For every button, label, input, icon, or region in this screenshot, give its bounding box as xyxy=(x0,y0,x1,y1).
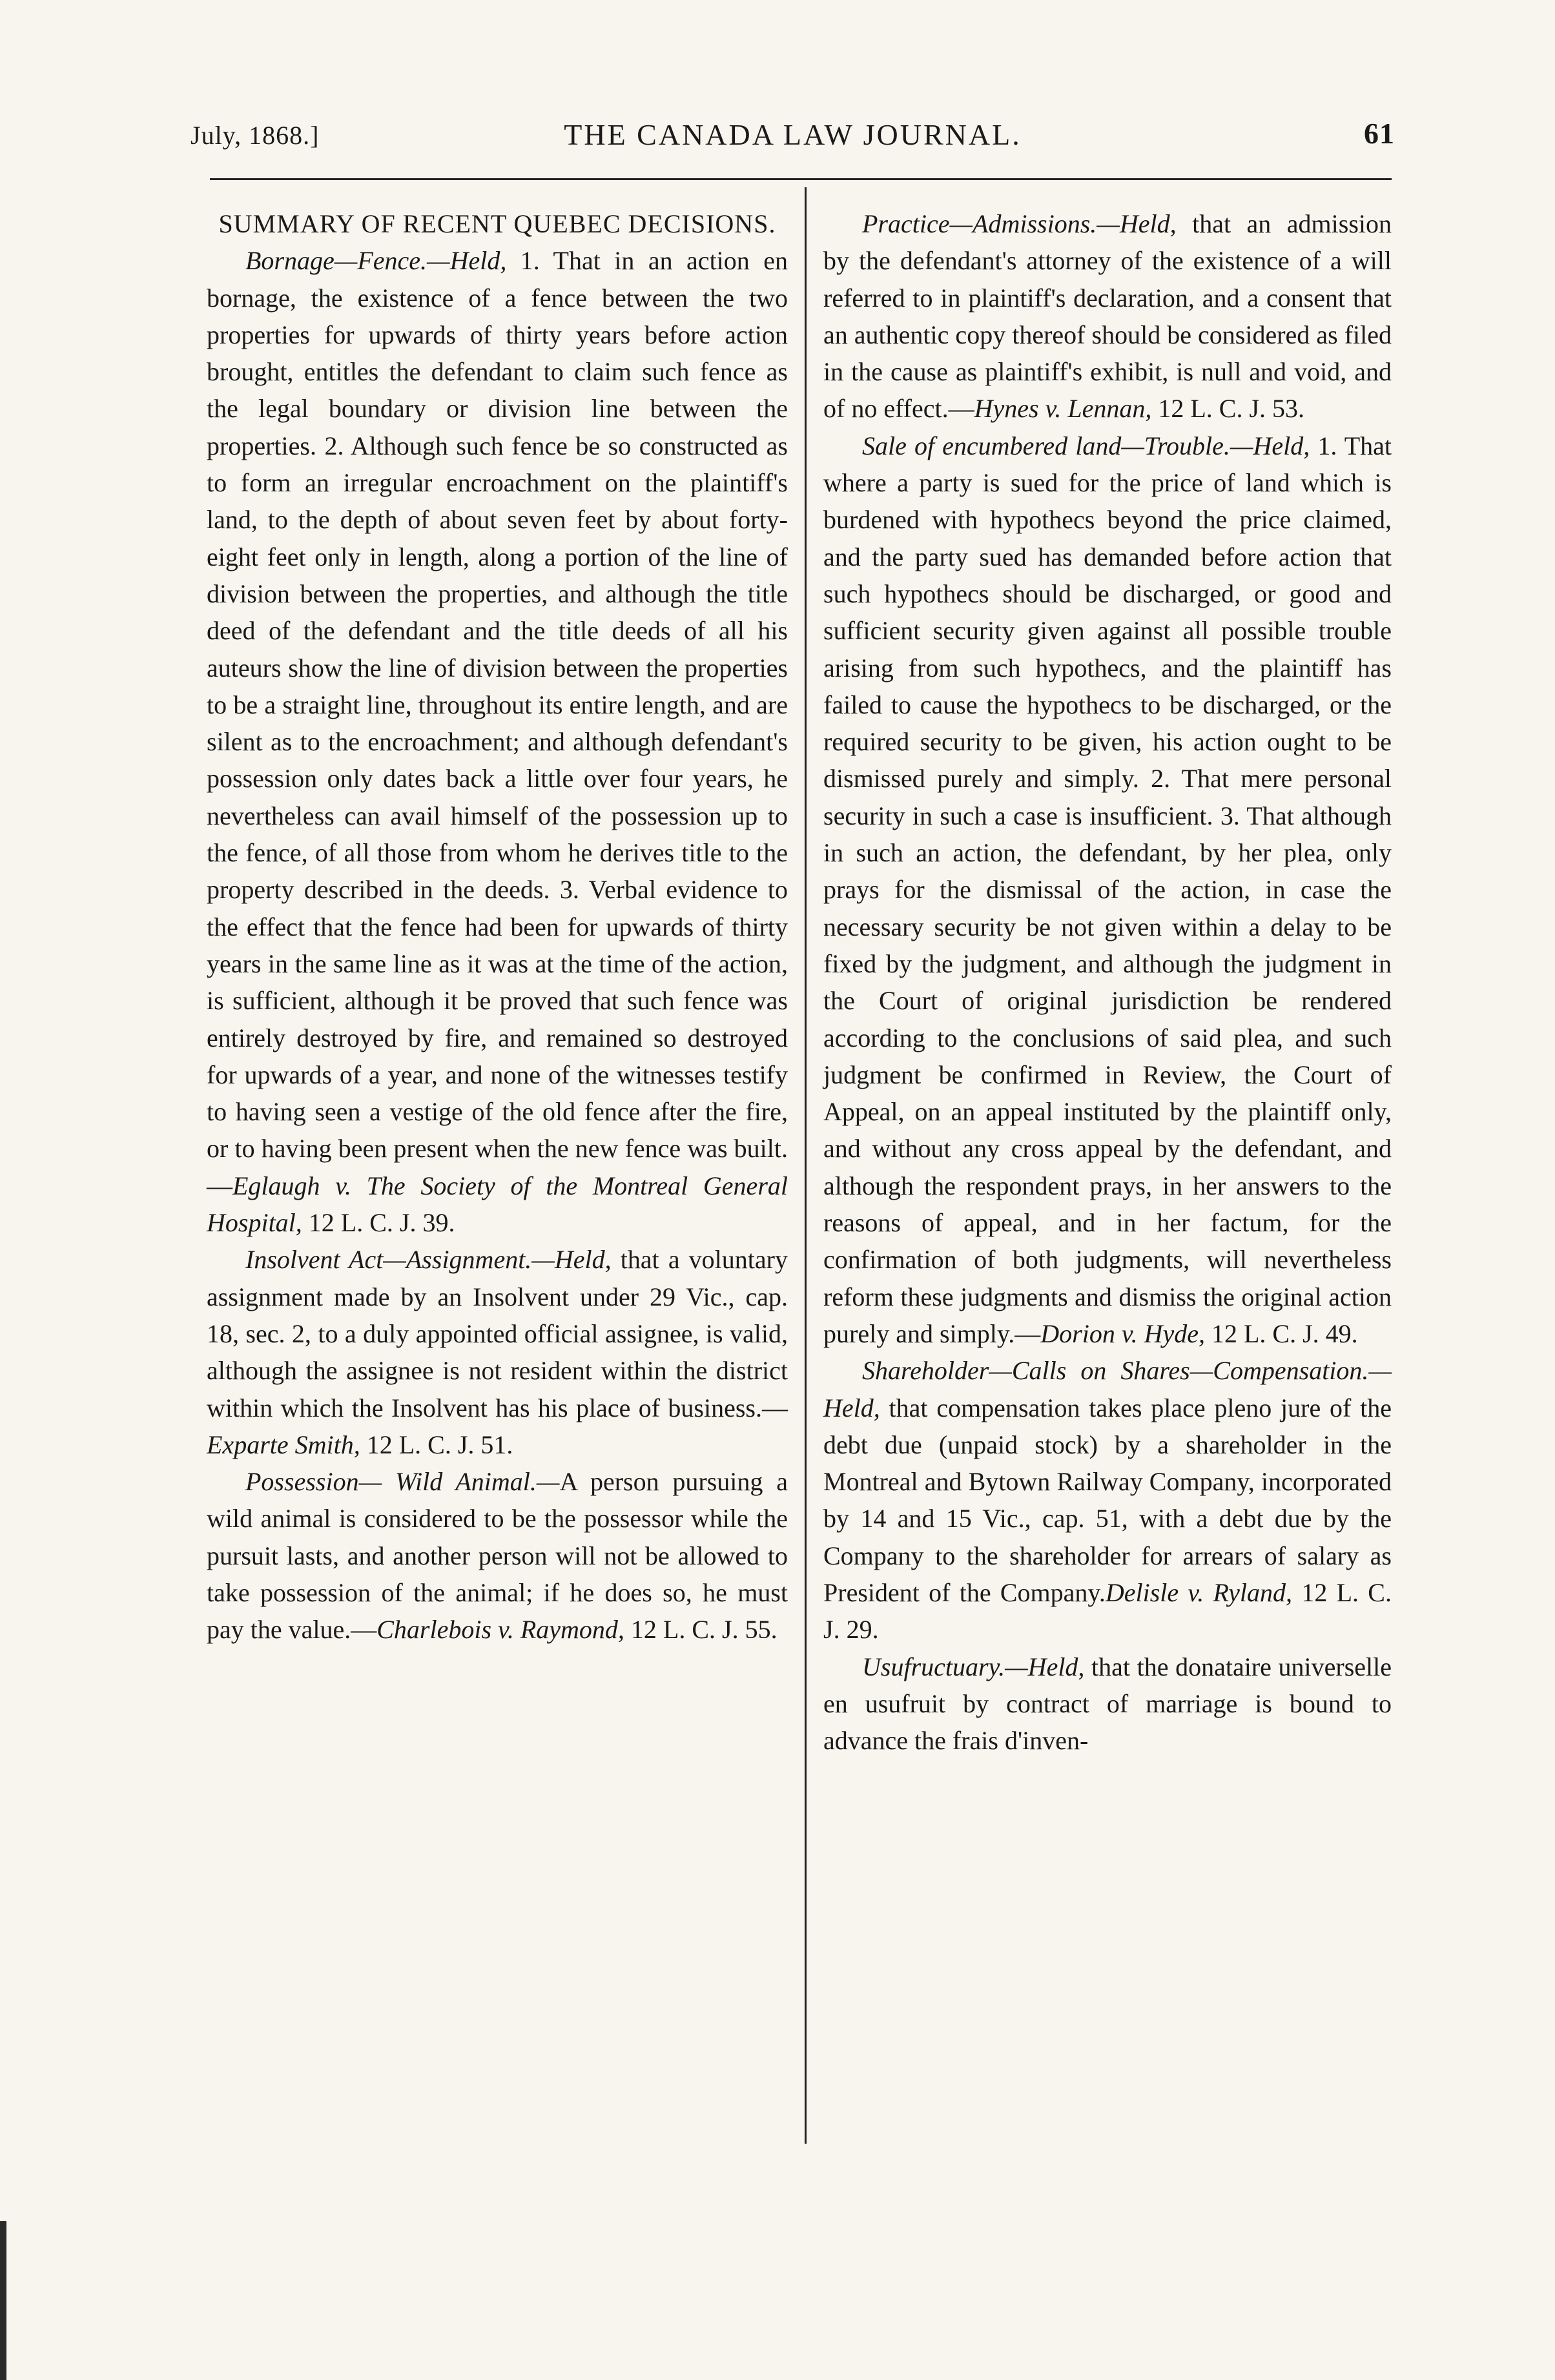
decision-possession xyxy=(207,1463,788,1648)
decision-text: that an admission by the defendant's attorney of the existence of a will referred to in plaintiff's declaration, and a consent that an authentic copy thereof should be considered as filed in the cause as plaintiff's exhibit, is null and void, and of no effect.— xyxy=(823,209,1392,424)
case-reference: 12 L. C. J. 49. xyxy=(1205,1318,1358,1348)
case-citation: Hynes v. Lennan, xyxy=(974,394,1152,424)
case-reference: 12 L. C. J. 55. xyxy=(624,1615,778,1645)
column-divider xyxy=(805,187,807,2144)
decision-text: 1. That where a party is sued for the price of land which is burdened with hypothecs beyond the price claimed, and the party sued has demanded before action that such hypothecs should be discharged, or good and sufficient security given against all possible trouble arising from such hypothecs, and the plaintiff has failed to cause the hypothecs to be discharged, or the required security to be given, his action ought to be dismissed purely and simply. 2. That mere personal security in such a case is insufficient. 3. That although in such an action, the defendant, by her plea, only prays for the dismissal of the action, in case the necessary security be not given within a delay to be fixed by the judgment, and although the judgment in the Court of original jurisdiction be rendered according to the conclusions of said plea, and such judgment be confirmed in Review, the Court of Appeal, on an appeal instituted by the plaintiff only, and without any cross appeal by the defendant, and although the respondent prays, in her answers to the reasons of appeal, and in her factum, for the confirmation of both judgments, will nevertheless reform these judgments and dismiss the original action purely and simply.— xyxy=(823,431,1392,1348)
decision-topic: Practice—Admissions.—Held, xyxy=(862,209,1177,238)
decision-topic: Sale of encumbered land—Trouble.—Held, xyxy=(862,431,1310,460)
case-reference: 12 L. C. J. 29. xyxy=(823,1577,1392,1645)
decision-topic: Insolvent Act—Assignment.—Held, xyxy=(245,1245,612,1275)
page-header xyxy=(191,111,1395,156)
left-column xyxy=(207,205,788,1648)
decision-topic: Possession— Wild Animal.— xyxy=(245,1467,560,1497)
decision-topic: Usufructuary.—Held, xyxy=(862,1652,1085,1681)
decision-text: that the donataire universelle en usufruit by contract of marriage is bound to advance the frais d'inven- xyxy=(823,1652,1392,1756)
decision-insolvent-act xyxy=(207,1241,788,1463)
binding-edge xyxy=(0,2221,6,2380)
decision-practice xyxy=(823,205,1392,427)
case-citation: Eglaugh v. The Society of the Montreal General Hospital, xyxy=(207,1171,788,1238)
case-citation: Delisle v. Ryland, xyxy=(1105,1577,1293,1607)
decision-usufructuary xyxy=(823,1648,1392,1759)
decision-sale-encumbered-land xyxy=(823,427,1392,1352)
case-reference: 12 L. C. J. 53. xyxy=(1151,394,1305,424)
case-citation: Dorion v. Hyde, xyxy=(1040,1318,1205,1348)
issue-date: July, 1868.] xyxy=(191,121,320,150)
page-number: 61 xyxy=(1364,117,1395,150)
case-reference: 12 L. C. J. 51. xyxy=(360,1430,513,1459)
decision-text: A person pursuing a wild animal is considered to be the possessor while the pursuit lasts, and another person will not be allowed to take possession of the animal; if he does so, he must pay the value.— xyxy=(207,1467,788,1645)
section-heading: SUMMARY OF RECENT QUEBEC DECISIONS. xyxy=(218,209,776,238)
decision-text: 1. That in an action en bornage, the existence of a fence between the two properties for upwards of thirty years before action brought, entitles the defendant to claim such fence as the legal boundary or division line between the properties. 2. Although such fence be so constructed as to form an irregular encroachment on the plaintiff's land, to the depth of about seven feet by about forty-eight feet only in length, along a portion of the line of division between the properties, and although the title deed of the defendant and the title deeds of all his auteurs show the line of division between the properties to be a straight line, throughout its entire length, and are silent as to the encroachment; and although defendant's possession only dates back a little over four years, he nevertheless can avail himself of the possession up to the fence, of all those from whom he derives title to the property described in the deeds. 3. Verbal evidence to the effect that the fence had been for upwards of thirty years in the same line as it was at the time of the action, is sufficient, although it be proved that such fence was entirely destroyed by fire, and remained so destroyed for upwards of a year, and none of the witnesses testify to having seen a vestige of the old fence after the fire, or to having been present when the new fence was built.— xyxy=(207,246,788,1200)
case-citation: Exparte Smith, xyxy=(207,1430,360,1459)
decision-text: that compensation takes place pleno jure of the debt due (unpaid stock) by a shareholder in the Montreal and Bytown Railway Company, incorporated by 14 and 15 Vic., cap. 51, with a debt due by the Company to the shareholder for arrears of salary as President of the Company. xyxy=(823,1393,1392,1607)
right-column xyxy=(823,205,1392,1759)
case-reference: 12 L. C. J. 39. xyxy=(302,1208,455,1238)
decision-topic: Shareholder—Calls on Shares—Compensation.— Held, xyxy=(823,1356,1392,1422)
decision-shareholder xyxy=(823,1352,1392,1648)
decision-bornage xyxy=(207,242,788,1241)
decision-text: that a voluntary assignment made by an Insolvent under 29 Vic., cap. 18, sec. 2, to a duly appointed official assignee, is valid, although the assignee is not resident within the district within which the Insolvent has his place of business.— xyxy=(207,1245,788,1422)
journal-title: THE CANADA LAW JOURNAL. xyxy=(564,118,1022,151)
decision-topic: Bornage—Fence.—Held, xyxy=(245,246,507,276)
header-rule xyxy=(210,178,1392,180)
case-citation: Charlebois v. Raymond, xyxy=(376,1615,624,1645)
